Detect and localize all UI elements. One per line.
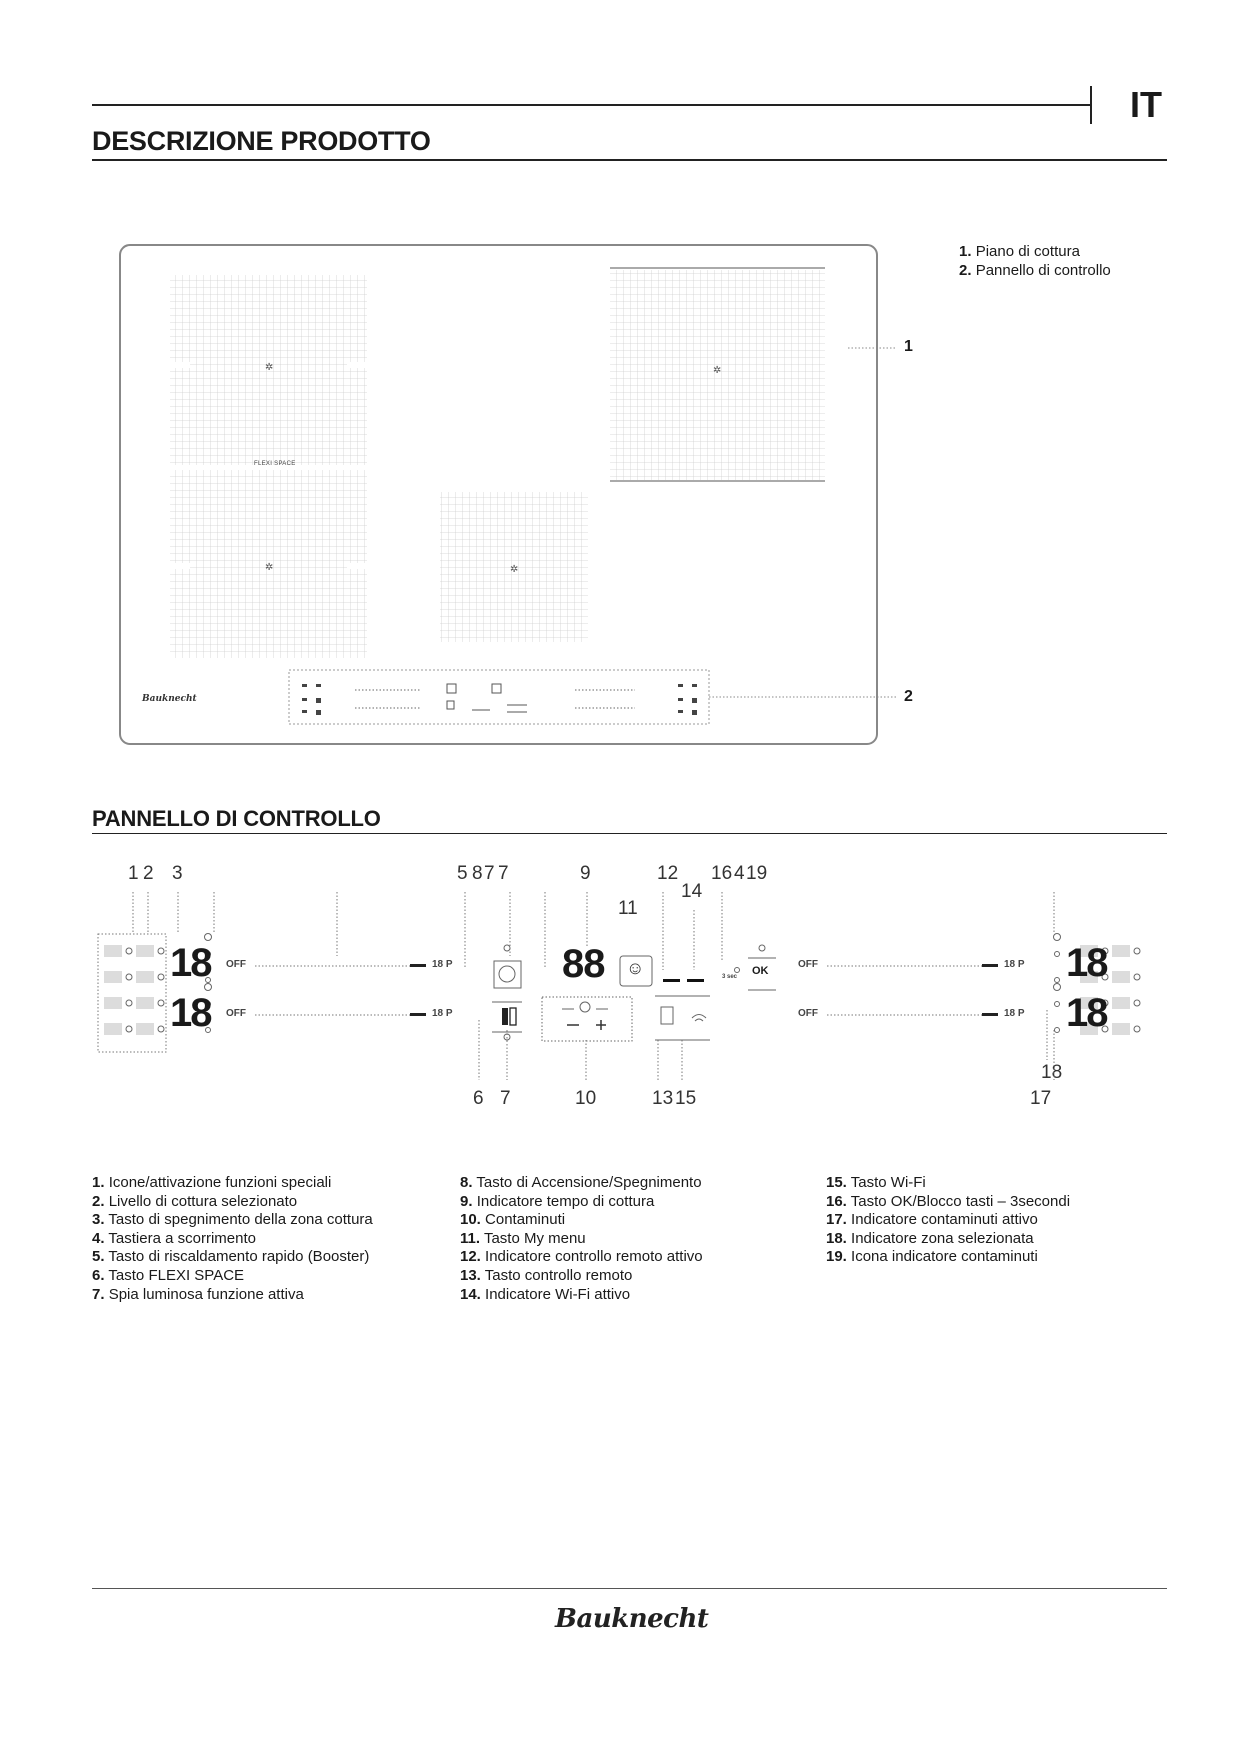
legend-item: 7. Spia luminosa funzione attiva	[92, 1285, 304, 1303]
zone-level-display: 18	[1066, 991, 1107, 1035]
page-title: DESCRIZIONE PRODOTTO	[92, 126, 431, 156]
callout-number: 6	[473, 1088, 484, 1109]
callout-number: 10	[575, 1088, 597, 1109]
legend-item: 1. Piano di cottura	[959, 243, 1080, 260]
legend-column-2	[460, 1174, 703, 1304]
slider-off-label: OFF	[226, 959, 246, 970]
callout-number: 14	[681, 881, 703, 902]
legend-item: 16. Tasto OK/Blocco tasti – 3secondi	[826, 1192, 1071, 1210]
slider-off-label: OFF	[226, 1008, 246, 1019]
slider-max-label: 18 P	[432, 959, 453, 970]
callout-number: 12	[657, 863, 679, 884]
zone-level-display: 18	[170, 991, 211, 1035]
callout-number: 4	[734, 863, 745, 884]
slider-max-label: 18 P	[432, 1008, 453, 1019]
callout-number: 8	[472, 863, 483, 884]
timer-display: 88	[562, 942, 605, 986]
legend-item: 6. Tasto FLEXI SPACE	[92, 1266, 245, 1284]
flexi-space-label: FLEXI SPACE	[254, 461, 296, 467]
footer-brand-logo: Bauknecht	[555, 1604, 709, 1634]
legend-item: 14. Indicatore Wi-Fi attivo	[460, 1285, 631, 1303]
legend-item: 19. Icona indicatore contaminuti	[826, 1248, 1038, 1266]
callout-number: 2	[143, 863, 154, 884]
zone-level-display: 18	[1066, 941, 1107, 985]
legend-item: 18. Indicatore zona selezionata	[826, 1229, 1034, 1247]
legend-column-1	[92, 1174, 373, 1304]
callout-number: 16	[711, 863, 733, 884]
callout-number: 7	[484, 863, 495, 884]
zone-level-display: 18	[170, 941, 211, 985]
svg-text:✲: ✲	[713, 365, 722, 376]
callout-number: 7	[500, 1088, 511, 1109]
legend-column-3	[826, 1174, 1070, 1267]
callout-number: 17	[1030, 1088, 1052, 1109]
legend-item: 8. Tasto di Accensione/Spegnimento	[460, 1174, 702, 1191]
legend-item: 9. Indicatore tempo di cottura	[460, 1192, 655, 1210]
callout-number: 15	[675, 1088, 697, 1109]
callout-2: 2	[904, 688, 913, 705]
lock-label: 3 sec	[722, 974, 738, 980]
svg-text:✲: ✲	[510, 564, 519, 575]
legend-item: 13. Tasto controllo remoto	[460, 1266, 633, 1284]
callout-number: 19	[746, 863, 768, 884]
legend-item: 17. Indicatore contaminuti attivo	[826, 1211, 1038, 1229]
callout-number: 13	[652, 1088, 674, 1109]
callout-number: 5	[457, 863, 468, 884]
ok-button-label: OK	[752, 965, 769, 977]
legend-item: 2. Livello di cottura selezionato	[92, 1192, 298, 1210]
svg-text:✲: ✲	[265, 362, 274, 373]
hob-illustration	[0, 0, 1241, 780]
callout-number: 7	[498, 863, 509, 884]
legend-item: 1. Icone/attivazione funzioni speciali	[92, 1174, 332, 1191]
svg-text:✲: ✲	[265, 562, 274, 573]
legend-item: 10. Contaminuti	[460, 1211, 566, 1229]
legend-item: 3. Tasto di spegnimento della zona cottura	[92, 1211, 373, 1229]
callout-number: 1	[128, 863, 139, 884]
legend-item: 2. Pannello di controllo	[959, 262, 1111, 279]
callout-number: 11	[618, 898, 638, 919]
slider-max-label: 18 P	[1004, 1008, 1025, 1019]
slider-off-label: OFF	[798, 959, 818, 970]
legend-item: 11. Tasto My menu	[460, 1229, 586, 1247]
footer-rule	[92, 1588, 1167, 1589]
section-underline	[92, 833, 1167, 834]
callout-number: 18	[1041, 1062, 1063, 1083]
section-title: PANNELLO DI CONTROLLO	[92, 806, 381, 831]
slider-off-label: OFF	[798, 1008, 818, 1019]
legend-item: 12. Indicatore controllo remoto attivo	[460, 1248, 703, 1266]
callout-number: 3	[172, 863, 183, 884]
legend-item: 15. Tasto Wi-Fi	[826, 1174, 926, 1191]
legend-item: 4. Tastiera a scorrimento	[92, 1229, 256, 1247]
legend-item: 5. Tasto di riscaldamento rapido (Booster)	[92, 1248, 370, 1266]
callout-number: 9	[580, 863, 591, 884]
hob-brand-logo: Bauknecht	[142, 694, 197, 704]
slider-max-label: 18 P	[1004, 959, 1025, 970]
my-menu-icon: ☺	[626, 958, 645, 978]
callout-1: 1	[904, 338, 913, 355]
language-code: IT	[1130, 84, 1162, 125]
